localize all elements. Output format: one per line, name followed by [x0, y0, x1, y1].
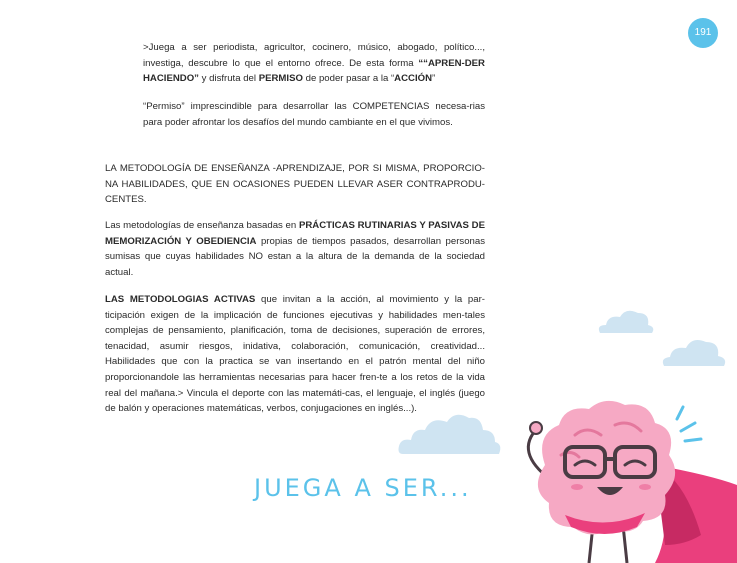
paragraph-practicas-rutinarias [105, 218, 485, 280]
p1-text-3: de poder pasar a la “ [302, 73, 395, 85]
p4-bold: PRÁCTICAS RUTINARIAS Y PASIVAS DE MEMORIZACIÓN Y OBEDIENCIA [105, 220, 486, 247]
p5-text: que invitan a la acción, al movimiento y la par-ticipación exigen de la implicación de funciones ejecutivas y habilidades men-tales complejas de pensamiento, planificación, toma de decisiones, superación de errores, tenacidad, asumir riesgos, inidativa, colaboración, comunicación, creatividad... Habilidades que con la practica se van insertando en el patrón mental del niño proporcionandole las herramientas necesarias para hacer fren-te a los retos de la vida real del mañana.> Vincula el deporte con las matemáti-cas, el lenguaje, el inglés (juego de balón y operaciones matemáticas, verbos, conjugaciones en inglés...). [105, 294, 485, 415]
paragraph-permiso [143, 99, 485, 130]
p4-text-2: propias de tiempos pasados, desarrollan personas sumisas que cuyas habilidades NO estan a la altura de la demanda de la sociedad actual. [105, 235, 486, 278]
p3-text: LA METODOLOGÍA DE ENSEÑANZA -APRENDIZAJE, POR SI MISMA, PROPORCIO-NA HABILIDADES, QUE EN OCASIONES PUEDEN LLEVAR ASER CONTRAPRODU-CENTES. [105, 163, 485, 206]
section-heading: JUEGA A SER... [254, 474, 472, 502]
brain-superhero-illustration [505, 395, 737, 563]
p4-text-1: Las metodologías de enseñanza basadas en [105, 220, 299, 231]
p1-bold-permiso: PERMISO [258, 73, 303, 85]
p1-text-2: y disfruta del [198, 73, 259, 85]
paragraph-juega [143, 40, 485, 87]
p1-bold-aprender: ““APREN-DER HACIENDO” [143, 57, 485, 85]
paragraph-metodologia [105, 161, 485, 208]
p1-text-1: >Juega a ser periodista, agricultor, cocinero, músico, abogado, político..., investiga, descubre lo que el entorno ofrece. De esta forma [143, 42, 485, 69]
page-number-badge: 191 [688, 18, 718, 48]
p5-bold: LAS METODOLOGIAS ACTIVAS [105, 294, 256, 305]
cloud-icon [395, 402, 505, 462]
paragraph-metodologias-activas [105, 292, 485, 417]
p1-bold-accion: ACCIÓN [394, 73, 432, 85]
p2-text: “Permiso” imprescindible para desarrollar las COMPETENCIAS necesa-rias para poder afrontar los desafíos del mundo cambiante en el que vivimos. [143, 101, 485, 128]
p1-text-4: ” [432, 73, 436, 85]
cloud-icon [660, 330, 730, 370]
cloud-icon [596, 303, 656, 337]
